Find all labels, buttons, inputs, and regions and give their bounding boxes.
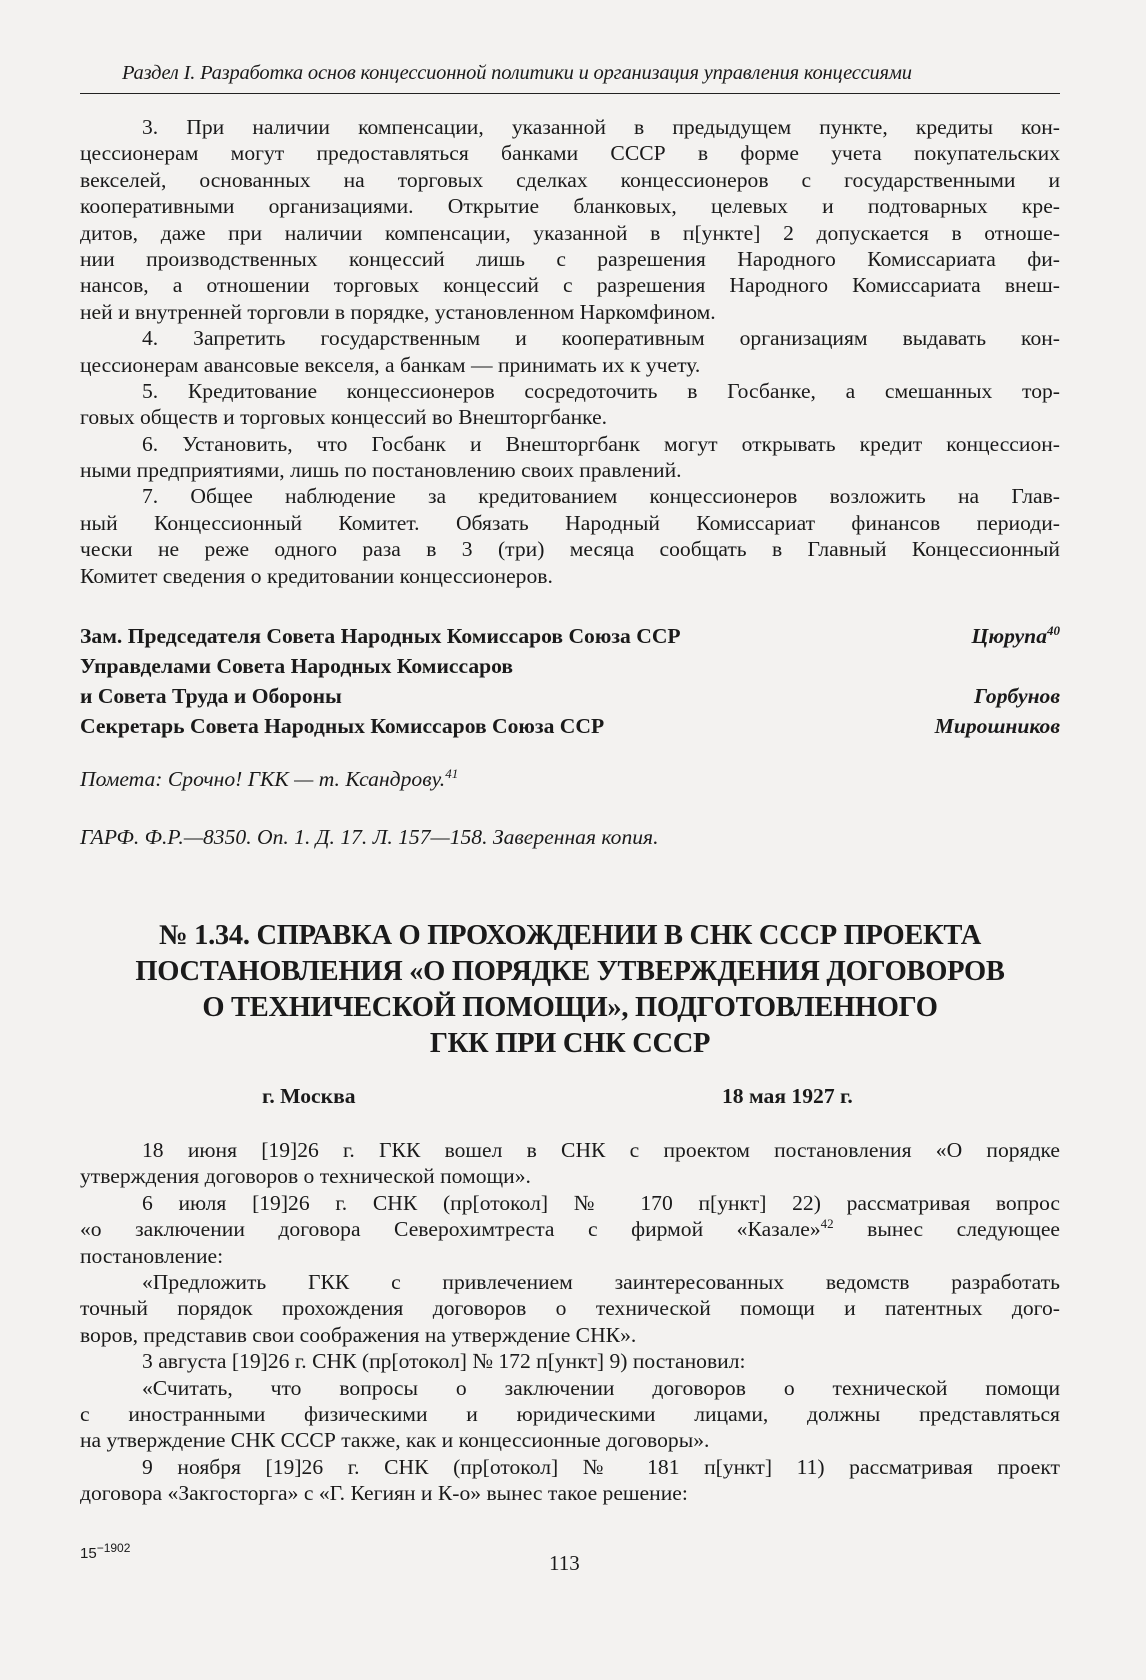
text-line: с иностранными физическими и юридическими лицами, должны представляться <box>80 1401 1060 1426</box>
text-line: Комитет сведения о кредитовании концессионеров. <box>80 563 553 588</box>
text-line: нии производственных концессий лишь с разрешения Народного Комиссариата фи- <box>80 246 1060 271</box>
text-line: ней и внутренней торговли в порядке, установленном Наркомфином. <box>80 299 716 324</box>
text-line: 6 июля [19]26 г. СНК (пр[отокол] № 170 п[ункт] 22) рассматривая вопрос <box>142 1190 1060 1215</box>
reference-body <box>80 1137 1060 1506</box>
text-line: 3. При наличии компенсации, указанной в предыдущем пункте, кредиты кон- <box>142 115 1060 139</box>
text-line: договора «Закгосторга» с «Г. Кегиян и К-о» вынес такое решение: <box>80 1481 688 1506</box>
paragraph <box>80 1375 1060 1454</box>
text-line: цессионерам авансовые векселя, а банкам — принимать их к учету. <box>80 352 701 377</box>
text-line: цессионерам могут предоставляться банками СССР в форме учета покупательских <box>80 141 1060 166</box>
text-line: 5. Кредитование концессионеров сосредоточить в Госбанке, а смешанных тор- <box>142 378 1060 403</box>
text-line: постановление: <box>80 1243 224 1268</box>
signatory-role: Зам. Председателя Совета Народных Комиссаров Союза ССР <box>80 624 681 648</box>
decree-item-4 <box>80 325 1060 378</box>
heading-line: № 1.34. СПРАВКА О ПРОХОЖДЕНИИ В СНК СССР ПРОЕКТА <box>158 920 981 951</box>
text-line: на утверждение СНК СССР также, как и концессионные договоры». <box>80 1428 710 1453</box>
signatory-role: и Совета Труда и Обороны <box>80 684 342 708</box>
signatory-name: Цюрупа$^{40}$ <box>971 622 1060 648</box>
header-rule <box>80 93 1060 94</box>
running-header: Раздел I. Разработка основ концессионной политики и организация управления концессиями <box>122 62 912 84</box>
decree-item-6 <box>80 431 1060 484</box>
footnote-ref: 40 <box>1047 622 1060 638</box>
text-line: 18 июня [19]26 г. ГКК вошел в СНК с проектом постановления «О порядке <box>142 1138 1060 1162</box>
footnote-ref: 41 <box>445 765 459 781</box>
footnote-ref: 42 <box>820 1215 834 1231</box>
document-heading <box>80 918 1060 1062</box>
text-line: говых обществ и торговых концессий во Внешторгбанке. <box>80 405 608 430</box>
text-line: дитов, даже при наличии компенсации, указанной в п[ункте] 2 допускается в отноше- <box>80 220 1060 245</box>
text-line: «о заключении договора Северохимтреста с фирмой «Казале»$^{42}$ вынес следующее <box>80 1215 1060 1242</box>
text-line: точный порядок прохождения договоров о технической помощи и патентных дого- <box>80 1296 1060 1321</box>
heading-line: О ТЕХНИЧЕСКОЙ ПОМОЩИ», ПОДГОТОВЛЕННОГО <box>202 992 938 1023</box>
text-line: утверждения договоров о технической помощи». <box>80 1164 531 1189</box>
signature-row <box>80 654 1060 682</box>
heading-line: ГКК ПРИ СНК СССР <box>429 1028 711 1059</box>
decree-items <box>80 114 1060 589</box>
text-line: нансов, а отношении торговых концессий с разрешения Народного Комиссариата внеш- <box>80 273 1060 298</box>
signature-row <box>80 624 1060 652</box>
text-line: 7. Общее наблюдение за кредитованием концессионеров возложить на Глав- <box>142 484 1060 509</box>
text-line: 9 ноября [19]26 г. СНК (пр[отокол] № 181 п[ункт] 11) рассматривая проект <box>142 1454 1060 1479</box>
document-place: г. Москва <box>262 1084 356 1108</box>
text-line: 3 августа [19]26 г. СНК (пр[отокол] № 172 п[ункт] 9) постановил: <box>142 1349 746 1374</box>
text-line: кооперативными организациями. Открытие бланковых, целевых и подтоварных кре- <box>80 194 1060 219</box>
paragraph <box>80 1190 1060 1269</box>
paragraph <box>80 1137 1060 1190</box>
decree-item-5 <box>80 378 1060 431</box>
text-line: воров, представив свои соображения на утверждение СНК». <box>80 1322 637 1347</box>
text-line: 6. Установить, что Госбанк и Внешторгбанк могут открывать кредит концессион- <box>142 431 1060 456</box>
paragraph <box>80 1454 1060 1507</box>
document-date: 18 мая 1927 г. <box>722 1084 853 1108</box>
archive-reference: ГАРФ. Ф.Р.—8350. Оп. 1. Д. 17. Л. 157—158. Заверенная копия. <box>80 825 659 849</box>
decree-item-3 <box>80 114 1060 325</box>
page-number: 113 <box>549 1551 580 1575</box>
printer-signature-mark: $15^{-1902}$ <box>80 1541 131 1562</box>
signature-row <box>80 714 1060 742</box>
text-line: чески не реже одного раза в 3 (три) месяца сообщать в Главный Концессионный <box>80 537 1060 562</box>
text-line: 4. Запретить государственным и кооперативным организациям выдавать кон- <box>142 326 1060 351</box>
paragraph <box>80 1269 1060 1348</box>
text-line: «Считать, что вопросы о заключении договоров о технической помощи <box>142 1375 1060 1400</box>
signatory-name: Горбунов <box>973 684 1060 708</box>
annotation-note: Помета: Срочно! ГКК — т. Ксандрову.$^{41}$ <box>80 765 459 791</box>
text-line: векселей, основанных на торговых сделках концессионеров с государственными и <box>80 167 1060 192</box>
decree-item-7 <box>80 483 1060 589</box>
signature-row <box>80 684 1060 712</box>
heading-line: ПОСТАНОВЛЕНИЯ «О ПОРЯДКЕ УТВЕРЖДЕНИЯ ДОГОВОРОВ <box>135 956 1005 987</box>
signatory-role: Секретарь Совета Народных Комиссаров Союза ССР <box>80 714 605 738</box>
text-line: ными предприятиями, лишь по постановлению своих правлений. <box>80 458 682 483</box>
signatory-role: Управделами Совета Народных Комиссаров <box>80 654 514 678</box>
text-line: ный Концессионный Комитет. Обязать Народный Комиссариат финансов периоди- <box>80 510 1060 535</box>
text-line: «Предложить ГКК с привлечением заинтересованных ведомств разработать <box>142 1269 1060 1294</box>
signatory-name: Мирошников <box>934 714 1060 738</box>
paragraph <box>80 1348 1060 1374</box>
